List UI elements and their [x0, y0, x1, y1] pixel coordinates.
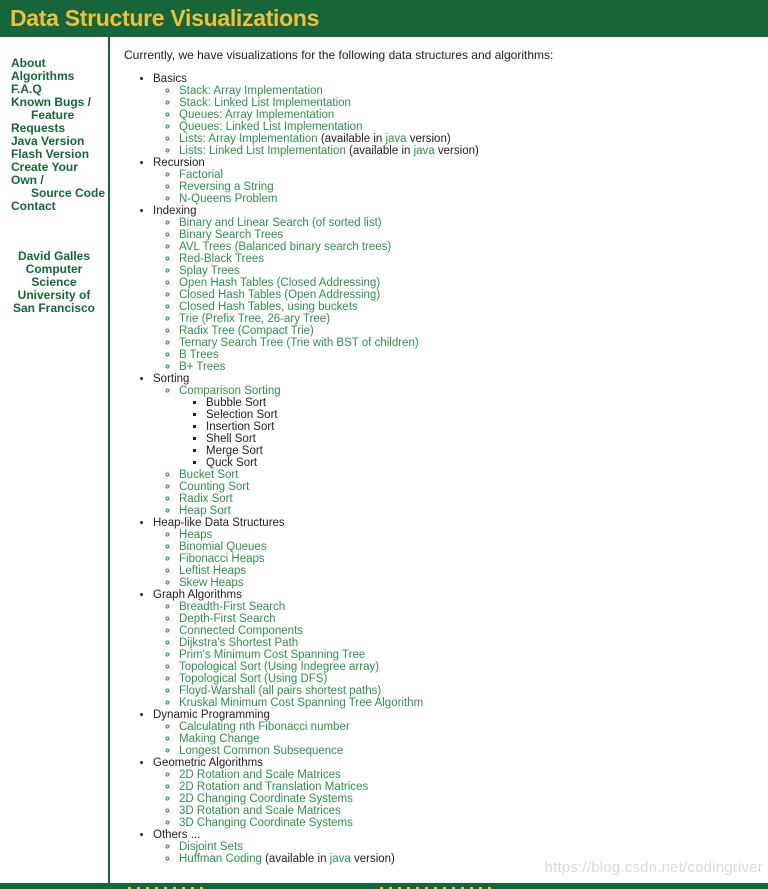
list-item: [179, 469, 762, 481]
item-text: (available in: [317, 133, 386, 145]
section-items: [153, 85, 762, 157]
sidebar-credit: [0, 250, 108, 315]
visualization-link[interactable]: 2D Rotation and Scale Matrices: [179, 769, 341, 781]
list-item: [179, 817, 762, 829]
list-item: [179, 493, 762, 505]
list-item: [179, 565, 762, 577]
list-item: [179, 181, 762, 193]
section-items: [153, 217, 762, 373]
list-item: [179, 337, 762, 349]
visualization-link[interactable]: Huffman Coding: [179, 853, 262, 865]
visualization-link[interactable]: java: [413, 145, 435, 157]
sidebar-link[interactable]: Requests: [11, 121, 66, 135]
visualization-link[interactable]: Skew Heaps: [179, 577, 244, 589]
visualization-link[interactable]: Closed Hash Tables (Open Addressing): [179, 289, 381, 301]
visualization-link[interactable]: N-Queens Problem: [179, 193, 278, 205]
list-item: [179, 121, 762, 133]
visualization-link[interactable]: Depth-First Search: [179, 613, 276, 625]
list-subitem: ▪ Bubble Sort: [206, 397, 762, 409]
list-item: [179, 577, 762, 589]
visualization-link[interactable]: java: [385, 133, 407, 145]
list-item: [179, 97, 762, 109]
credit-line: Computer: [25, 262, 83, 276]
list-item: [179, 625, 762, 637]
credit-line: David Galles: [17, 249, 91, 263]
list-item: [179, 349, 762, 361]
visualization-link[interactable]: Radix Sort: [179, 493, 233, 505]
list-section: [153, 709, 762, 757]
list-item: [179, 169, 762, 181]
list-item: [179, 697, 762, 709]
list-item: [179, 649, 762, 661]
credit-line: Science: [31, 275, 77, 289]
visualization-link[interactable]: B+ Trees: [179, 361, 226, 373]
visualization-link[interactable]: Trie (Prefix Tree, 26-ary Tree): [179, 313, 331, 325]
sidebar-link[interactable]: Java Version: [11, 134, 85, 148]
list-item: [179, 745, 762, 757]
list-item: [179, 325, 762, 337]
visualization-link[interactable]: Reversing a String: [179, 181, 274, 193]
watermark: https://blog.csdn.net/codingriver: [544, 859, 763, 876]
credit-line: San Francisco: [12, 301, 96, 315]
sidebar-link[interactable]: Source Code: [31, 186, 106, 200]
visualization-link[interactable]: Factorial: [179, 169, 224, 181]
visualization-link[interactable]: java: [329, 853, 351, 865]
visualization-link[interactable]: Making Change: [179, 733, 260, 745]
visualization-link[interactable]: 2D Changing Coordinate Systems: [179, 793, 353, 805]
section-label: Indexing: [153, 205, 197, 217]
page-title: Data Structure Visualizations: [10, 5, 320, 31]
visualization-link[interactable]: Binary Search Trees: [179, 229, 284, 241]
list-item: [179, 769, 762, 781]
list-item: [179, 793, 762, 805]
page-header: [0, 0, 768, 37]
section-label: Graph Algorithms: [153, 589, 242, 601]
visualization-link[interactable]: Stack: Linked List Implementation: [179, 97, 351, 109]
sub-items: [179, 397, 762, 469]
list-item: [179, 505, 762, 517]
list-subitem: ▪ Quck Sort: [206, 457, 762, 469]
list-item: [179, 289, 762, 301]
list-item: [179, 685, 762, 697]
list-item: [179, 781, 762, 793]
visualization-link[interactable]: Binomial Queues: [179, 541, 267, 553]
visualization-link[interactable]: Queues: Array Implementation: [179, 109, 335, 121]
visualization-link[interactable]: AVL Trees (Balanced binary search trees): [179, 241, 392, 253]
visualization-link[interactable]: Heaps: [179, 529, 213, 541]
visualization-link[interactable]: Heap Sort: [179, 505, 231, 517]
list-item: [179, 541, 762, 553]
list-subitem: ▪ Selection Sort: [206, 409, 762, 421]
credit-line: University of: [17, 288, 91, 302]
section-items: [153, 385, 762, 517]
sidebar-link[interactable]: About: [11, 56, 46, 70]
visualization-link[interactable]: Bucket Sort: [179, 469, 239, 481]
sidebar-link[interactable]: Feature: [31, 108, 75, 122]
visualization-link[interactable]: Comparison Sorting: [179, 385, 281, 397]
section-label: Recursion: [153, 157, 205, 169]
list-item: [179, 805, 762, 817]
list-item: [179, 361, 762, 373]
sidebar-link[interactable]: F.A.Q: [11, 82, 42, 96]
visualization-link[interactable]: 3D Rotation and Scale Matrices: [179, 805, 341, 817]
section-items: [153, 529, 762, 589]
list-item: [179, 229, 762, 241]
section-items: [153, 721, 762, 757]
visualization-link[interactable]: Connected Components: [179, 625, 304, 637]
list-item: [179, 313, 762, 325]
list-item: [179, 613, 762, 625]
visualization-link[interactable]: Floyd-Warshall (all pairs shortest paths): [179, 685, 382, 697]
visualization-link[interactable]: Radix Tree (Compact Trie): [179, 325, 314, 337]
list-item: [179, 301, 762, 313]
list-subitem: ▪ Shell Sort: [206, 433, 762, 445]
list-item: [179, 253, 762, 265]
list-item: [179, 193, 762, 205]
list-item: [179, 109, 762, 121]
sidebar-nav: [0, 57, 108, 213]
visualization-link[interactable]: 3D Changing Coordinate Systems: [179, 817, 353, 829]
visualization-link[interactable]: Splay Trees: [179, 265, 240, 277]
visualization-link[interactable]: Longest Common Subsequence: [179, 745, 344, 757]
list-section: [153, 589, 762, 709]
visualization-link[interactable]: Fibonacci Heaps: [179, 553, 265, 565]
list-item: [179, 145, 762, 157]
visualization-link[interactable]: Topological Sort (Using Indegree array): [179, 661, 380, 673]
list-item: [179, 601, 762, 613]
item-text: version): [406, 133, 451, 145]
list-item: [179, 265, 762, 277]
list-item: [179, 481, 762, 493]
list-item: [179, 277, 762, 289]
visualization-link[interactable]: Binary and Linear Search (of sorted list): [179, 217, 382, 229]
list-item: [179, 85, 762, 97]
visualization-link[interactable]: Red-Black Trees: [179, 253, 265, 265]
list-section: [153, 73, 762, 157]
list-section: [153, 157, 762, 205]
list-item: [179, 733, 762, 745]
visualization-link[interactable]: Queues: Linked List Implementation: [179, 121, 363, 133]
visualization-link[interactable]: Closed Hash Tables, using buckets: [179, 301, 358, 313]
sidebar-link[interactable]: Own /: [11, 173, 44, 187]
visualization-link[interactable]: Open Hash Tables (Closed Addressing): [179, 277, 381, 289]
item-text: (available in: [345, 145, 414, 157]
main-content: [112, 37, 768, 883]
visualization-link[interactable]: 2D Rotation and Translation Matrices: [179, 781, 369, 793]
visualization-link[interactable]: Kruskal Minimum Cost Spanning Tree Algorithm: [179, 697, 424, 709]
item-text: version): [350, 853, 395, 865]
section-label: Sorting: [153, 373, 190, 385]
section-label: Heap-like Data Structures: [153, 517, 285, 529]
list-item: [179, 841, 762, 853]
list-item: [179, 385, 762, 469]
list-section: [153, 373, 762, 517]
section-items: [153, 169, 762, 205]
sidebar-link[interactable]: Known Bugs /: [11, 95, 91, 109]
footer-bar: [0, 883, 768, 889]
visualization-link[interactable]: Counting Sort: [179, 481, 250, 493]
visualization-link[interactable]: B Trees: [179, 349, 219, 361]
intro-text: Currently, we have visualizations for the following data structures and algorithms:: [124, 48, 554, 62]
list-item: [179, 661, 762, 673]
visualization-link[interactable]: Ternary Search Tree (Trie with BST of children): [179, 337, 419, 349]
sidebar-link[interactable]: Flash Version: [11, 147, 90, 161]
item-text: (available in: [261, 853, 330, 865]
visualization-link[interactable]: Leftist Heaps: [179, 565, 247, 577]
visualization-link[interactable]: Topological Sort (Using DFS): [179, 673, 328, 685]
viz-list: [124, 73, 762, 865]
section-label: Geometric Algorithms: [153, 757, 263, 769]
sidebar: [0, 37, 110, 883]
section-label: Others ...: [153, 829, 201, 841]
section-items: [153, 601, 762, 709]
list-subitem: ▪ Merge Sort: [206, 445, 762, 457]
list-section: [153, 757, 762, 829]
list-section: [153, 205, 762, 373]
list-item: [179, 529, 762, 541]
list-item: [179, 721, 762, 733]
section-items: [153, 769, 762, 829]
visualization-link[interactable]: Disjoint Sets: [179, 841, 243, 853]
list-item: [179, 241, 762, 253]
list-item: [179, 673, 762, 685]
visualization-link[interactable]: Lists: Linked List Implementation: [179, 145, 346, 157]
sidebar-link[interactable]: Algorithms: [11, 69, 75, 83]
list-section: [153, 517, 762, 589]
list-item: [179, 553, 762, 565]
sidebar-link[interactable]: Contact: [11, 199, 56, 213]
visualization-link[interactable]: Breadth-First Search: [179, 601, 286, 613]
sidebar-link[interactable]: Create Your: [11, 160, 78, 174]
visualization-link[interactable]: Stack: Array Implementation: [179, 85, 323, 97]
visualization-link[interactable]: Prim's Minimum Cost Spanning Tree: [179, 649, 366, 661]
visualization-link[interactable]: Lists: Array Implementation: [179, 133, 318, 145]
visualization-link[interactable]: Dijkstra's Shortest Path: [179, 637, 299, 649]
list-item: [179, 217, 762, 229]
item-text: version): [434, 145, 479, 157]
section-label: Dynamic Programming: [153, 709, 270, 721]
list-item: [179, 637, 762, 649]
list-item: [179, 133, 762, 145]
section-label: Basics: [153, 73, 187, 85]
list-subitem: ▪ Insertion Sort: [206, 421, 762, 433]
visualization-link[interactable]: Calculating nth Fibonacci number: [179, 721, 350, 733]
